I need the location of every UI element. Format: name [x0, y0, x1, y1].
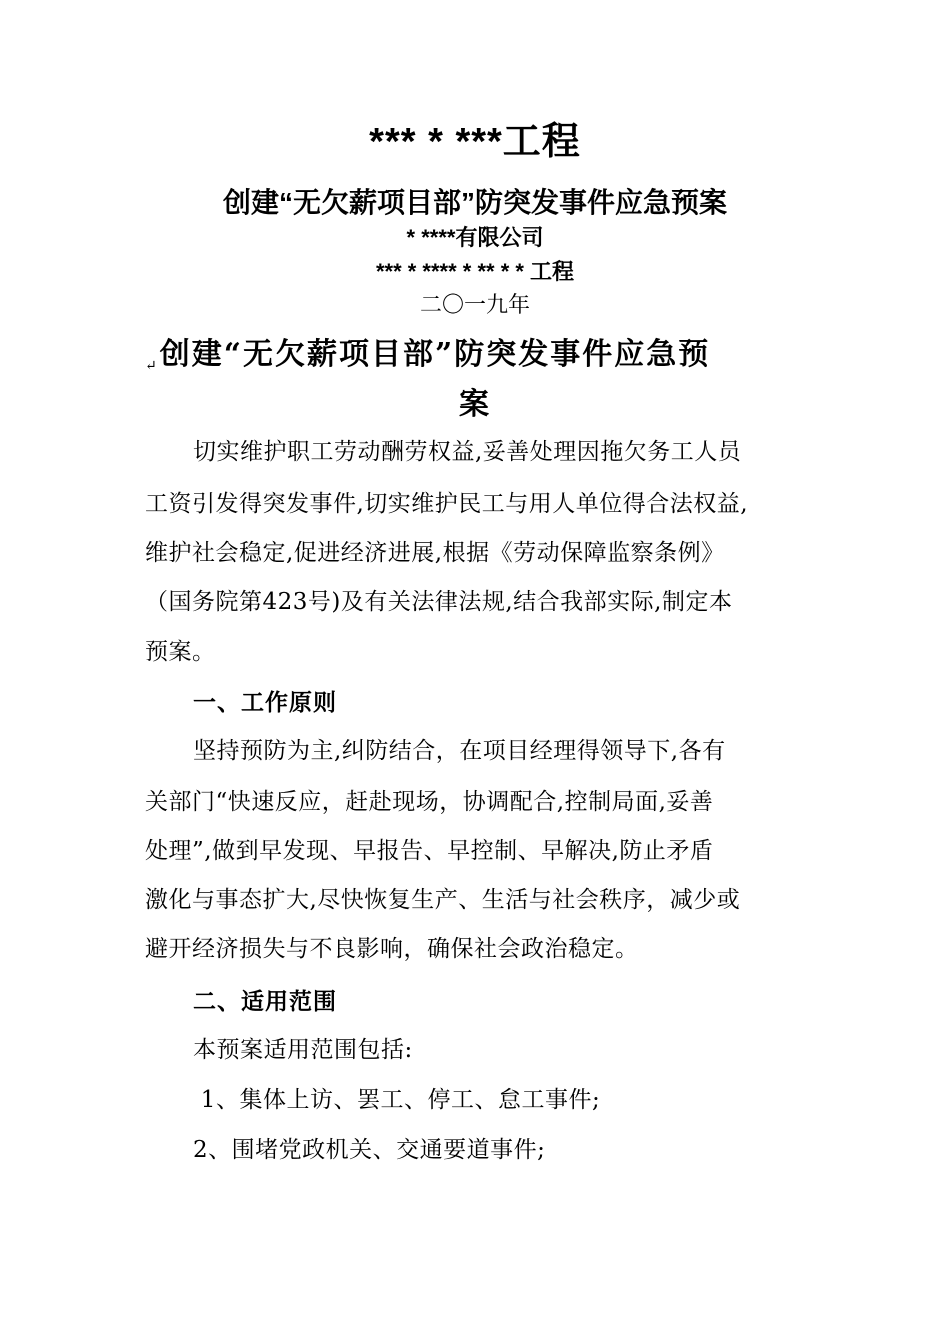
principles-line: 激化与事态扩大,尽快恢复生产、生活与社会秩序，减少或: [145, 887, 741, 913]
principles-line: 关部门“快速反应，赶赴现场，协调配合,控制局面,妥善: [145, 789, 714, 815]
intro-line: 维护社会稳定,促进经济进展,根据《劳动保障监察条例》: [145, 540, 725, 566]
intro-line: 工资引发得突发事件,切实维护民工与用人单位得合法权益,: [145, 491, 749, 517]
scope-line: 1、集体上访、罢工、停工、怠工事件;: [193, 1087, 601, 1113]
principles-line: 坚持预防为主,纠防结合，在项目经理得领导下,各有: [193, 738, 726, 764]
cover-year: 二〇一九年: [419, 292, 530, 317]
intro-line: 切实维护职工劳动酬劳权益,妥善处理因拖欠务工人员: [193, 439, 742, 465]
intro-line: （国务院第423号)及有关法律法规,结合我部实际,制定本: [145, 589, 733, 615]
document-title-text: 创建“无欠薪项目部”防突发事件应急预: [159, 337, 711, 372]
document-title-line-1: [145, 332, 815, 389]
scope-line: 本预案适用范围包括:: [193, 1037, 413, 1063]
section-heading-principles: 一、工作原则: [193, 689, 337, 715]
scope-line: 2、围堵党政机关、交通要道事件;: [193, 1137, 546, 1163]
section-heading-scope: 二、适用范围: [193, 988, 337, 1014]
cover-subtitle: 创建“无欠薪项目部”防突发事件应急预案: [222, 187, 727, 218]
intro-line: 预案。: [145, 639, 216, 665]
document-title-line-2: 案: [459, 387, 491, 422]
principles-line: 处理”,做到早发现、早报告、早控制、早解决,防止矛盾: [145, 838, 714, 864]
cover-title: *** * ***工程: [369, 121, 581, 163]
principles-line: 避开经济损失与不良影响，确保社会政治稳定。: [145, 936, 639, 962]
cover-project: *** * **** * ** * * 工程: [375, 259, 575, 284]
paragraph-mark-icon: ↵: [145, 358, 159, 374]
cover-company: * ****有限公司: [406, 225, 544, 250]
